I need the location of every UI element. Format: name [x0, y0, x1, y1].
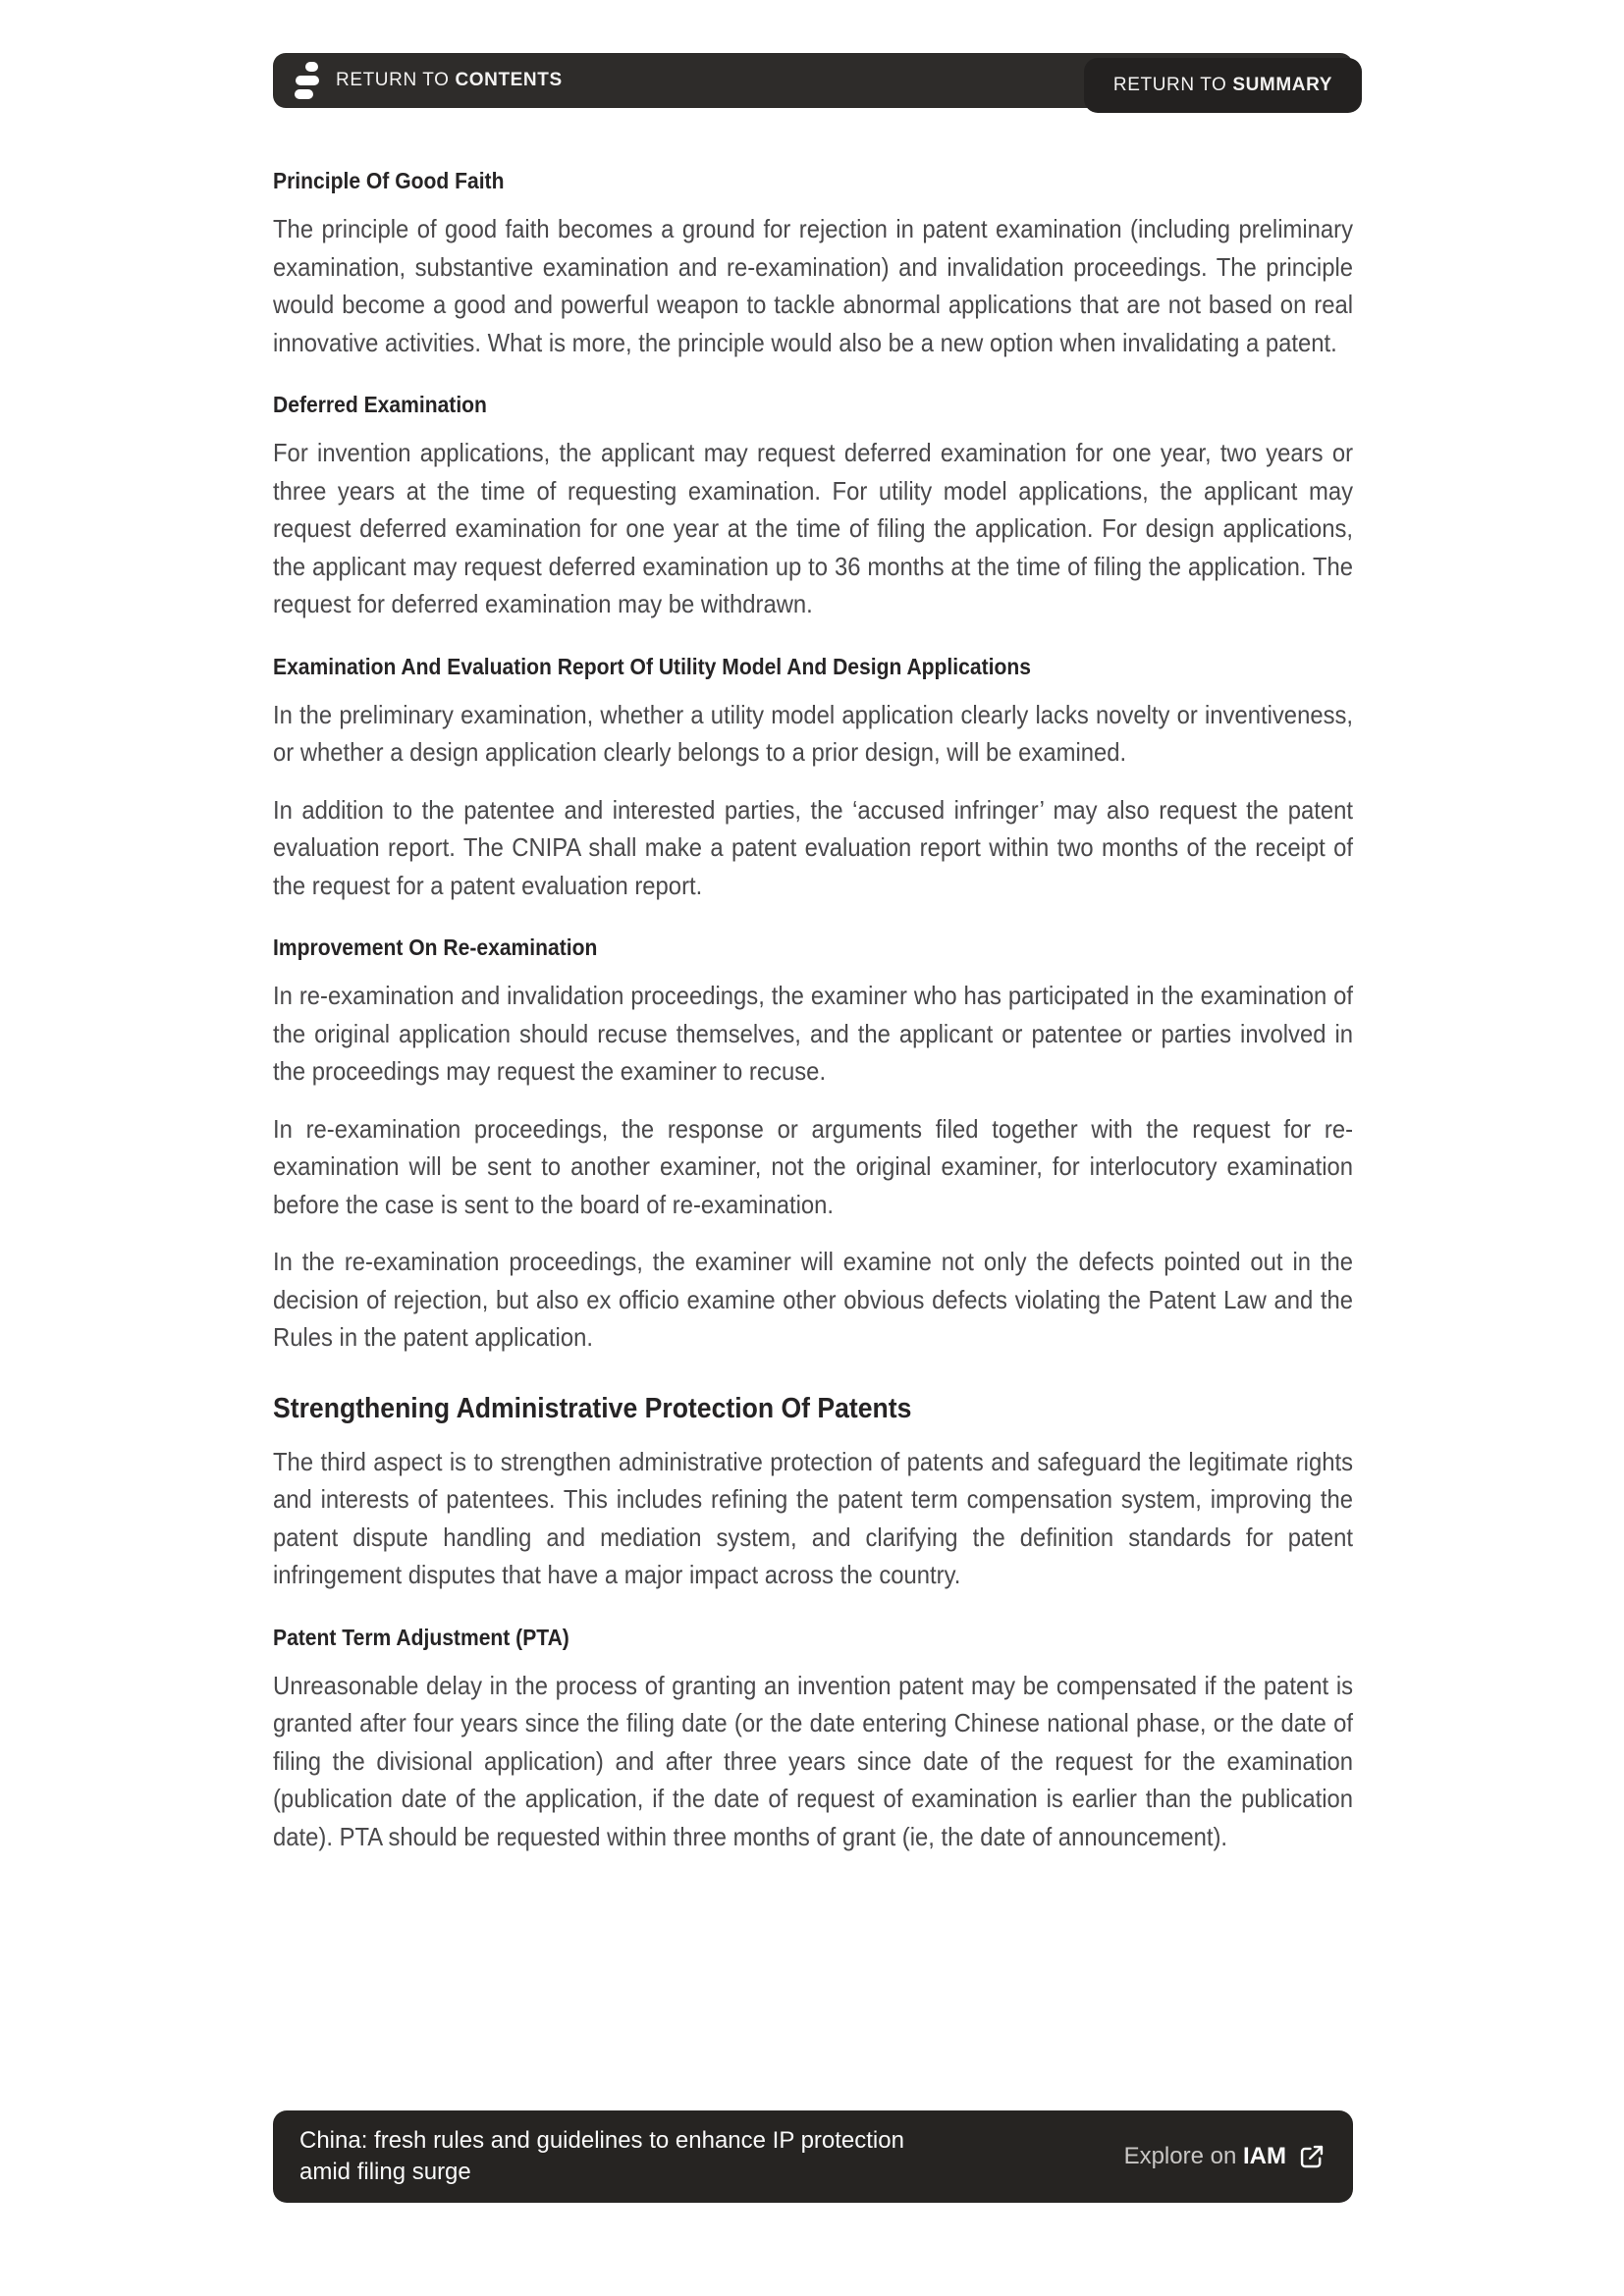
section-heading: Strengthening Administrative Protection Of Patents — [273, 1392, 912, 1424]
section — [273, 653, 1353, 905]
footer-bar — [273, 2110, 1353, 2203]
section-heading: Deferred Examination — [273, 392, 487, 417]
paragraph: In re-examination proceedings, the response or arguments filed together with the request for re-examination will be sent to another examiner, not the original examiner, for interlocutory examination before the case is sent to the board of re-examination. — [273, 1113, 1354, 1219]
paragraph: The third aspect is to strengthen administrative protection of patents and safeguard the legitimate rights and interests of patentees. This includes refining the patent term compensation system, improving the patent dispute handling and mediation system, and clarifying the definition standards for patent infringement disputes that have a major impact across the country. — [273, 1446, 1354, 1589]
section — [273, 1624, 1353, 1856]
section-heading: Principle Of Good Faith — [273, 168, 505, 193]
article — [273, 0, 1353, 1875]
paragraph: For invention applications, the applicant may request deferred examination for one year, two years or three years at the time of requesting examination. For utility model applications, the applicant may request deferred examination for one year at the time of filing the application. For design applications, the applicant may request deferred examination up to 36 months at the time of filing the application. The request for deferred examination may be withdrawn. — [273, 438, 1354, 618]
external-link-icon — [1298, 2143, 1326, 2170]
section — [273, 167, 1353, 361]
explore-on-iam-label: Explore on IAM — [1123, 2143, 1286, 2169]
section-heading: Patent Term Adjustment (PTA) — [273, 1624, 569, 1650]
article-title: China: fresh rules and guidelines to enhance IP protection amid filing surge — [299, 2127, 904, 2185]
paragraph: In addition to the patentee and interested parties, the ‘accused infringer’ may also request the patent evaluation report. The CNIPA shall make a patent evaluation report within two months of the receipt of the request for a patent evaluation report. — [273, 794, 1354, 900]
paragraph: In the re-examination proceedings, the examiner will examine not only the defects pointed out in the decision of rejection, but also ex officio examine other obvious defects violating the Patent Law and the Rules in the patent application. — [273, 1247, 1354, 1352]
paragraph: The principle of good faith becomes a ground for rejection in patent examination (including preliminary examination, substantive examination and re-examination) and invalidation proceedings. The principle would become a good and powerful weapon to tackle abnormal applications that are not based on real innovative activities. What is more, the principle would also be a new option when invalidating a patent. — [273, 214, 1354, 357]
section-heading: Examination And Evaluation Report Of Utility Model And Design Applications — [273, 653, 1031, 679]
section-heading: Improvement On Re-examination — [273, 934, 598, 960]
explore-on-iam-link[interactable] — [1124, 2143, 1326, 2170]
section — [273, 934, 1353, 1357]
return-to-contents-label: RETURN TO CONTENTS — [336, 70, 563, 90]
paragraph: In the preliminary examination, whether a utility model application clearly lacks novelty or inventiveness, or whether a design application clearly belongs to a prior design, will be examined. — [273, 699, 1354, 767]
section — [273, 391, 1353, 623]
section — [273, 1392, 1353, 1594]
return-to-summary-label: RETURN TO SUMMARY — [1112, 75, 1332, 95]
paragraph: Unreasonable delay in the process of granting an invention patent may be compensated if the patent is granted after four years since the filing date (or the date entering Chinese national phase, or the date of filing the divisional application) and after three years since date of the request for the examination (publication date of the application, if the date of request of examination is earlier than the publication date). PTA should be requested within three months of grant (ie, the date of announcement). — [273, 1670, 1354, 1851]
paragraph: In re-examination and invalidation proceedings, the examiner who has participated in the examination of the original application should recuse themselves, and the applicant or patentee or parties involved in the proceedings may request the examiner to recuse. — [273, 981, 1354, 1086]
